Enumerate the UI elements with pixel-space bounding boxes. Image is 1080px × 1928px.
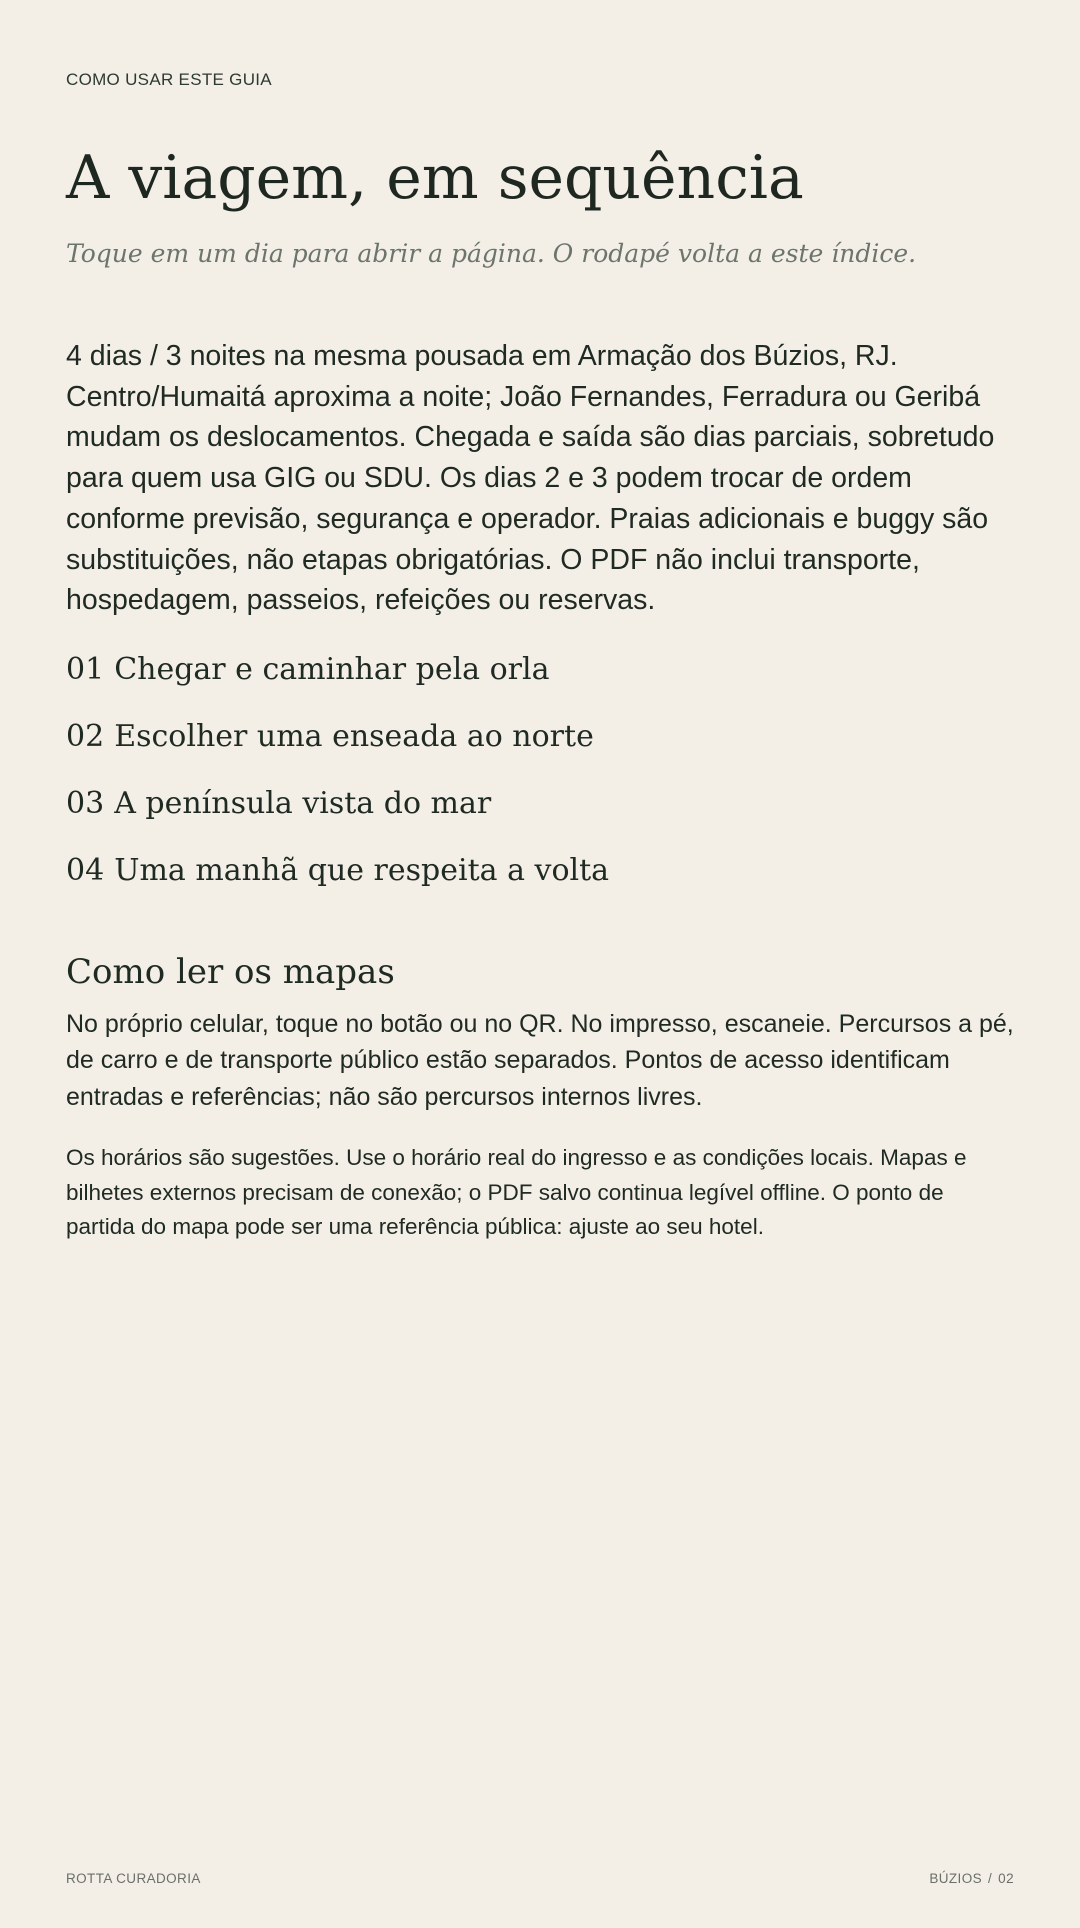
day-link-02[interactable] xyxy=(66,715,1014,782)
maps-heading: Como ler os mapas xyxy=(66,952,395,992)
page-subtitle: Toque em um dia para abrir a página. O rodapé volta a este índice. xyxy=(66,239,917,268)
maps-paragraph-primary: No próprio celular, toque no botão ou no QR. No impresso, escaneie. Percursos a pé, de carro e de transporte público estão separados. Pontos de acesso identificam entradas e referências; não são percursos internos livres. xyxy=(66,1010,1014,1111)
footer-page-number: 02 xyxy=(998,1871,1014,1886)
day-number: 02 xyxy=(66,719,105,754)
section-eyebrow: COMO USAR ESTE GUIA xyxy=(66,70,272,89)
maps-paragraph-secondary: Os horários são sugestões. Use o horário real do ingresso e as condições locais. Mapas e bilhetes externos precisam de conexão; o PDF salvo continua legível offline. O ponto de partida do mapa pode ser uma referência pública: ajuste ao seu hotel. xyxy=(66,1145,967,1239)
footer-separator: / xyxy=(988,1871,993,1886)
day-link-04[interactable] xyxy=(66,849,1014,916)
day-label: Chegar e caminhar pela orla xyxy=(114,652,550,687)
day-label: Uma manhã que respeita a volta xyxy=(114,853,610,888)
day-link-03[interactable] xyxy=(66,782,1014,849)
day-index-list xyxy=(66,648,1014,916)
day-label: Escolher uma enseada ao norte xyxy=(114,719,594,754)
footer-brand: ROTTA CURADORIA xyxy=(66,1871,201,1886)
day-label: A península vista do mar xyxy=(114,786,492,821)
day-number: 04 xyxy=(66,853,105,888)
page-title: A viagem, em sequência xyxy=(66,143,804,213)
intro-paragraph: 4 dias / 3 noites na mesma pousada em Armação dos Búzios, RJ. Centro/Humaitá aproxima a noite; João Fernandes, Ferradura ou Geribá mudam os deslocamentos. Chegada e saída são dias parciais, sobretudo para quem usa GIG ou SDU. Os dias 2 e 3 podem trocar de ordem conforme previsão, segurança e operador. Praias adicionais e buggy são substituições, não etapas obrigatórias. O PDF não inclui transporte, hospedagem, passeios, refeições ou reservas. xyxy=(66,340,995,617)
day-number: 01 xyxy=(66,652,105,687)
footer-location: BÚZIOS xyxy=(929,1871,983,1886)
footer-index-link[interactable] xyxy=(929,1871,1014,1886)
day-number: 03 xyxy=(66,786,105,821)
day-link-01[interactable] xyxy=(66,648,1014,715)
